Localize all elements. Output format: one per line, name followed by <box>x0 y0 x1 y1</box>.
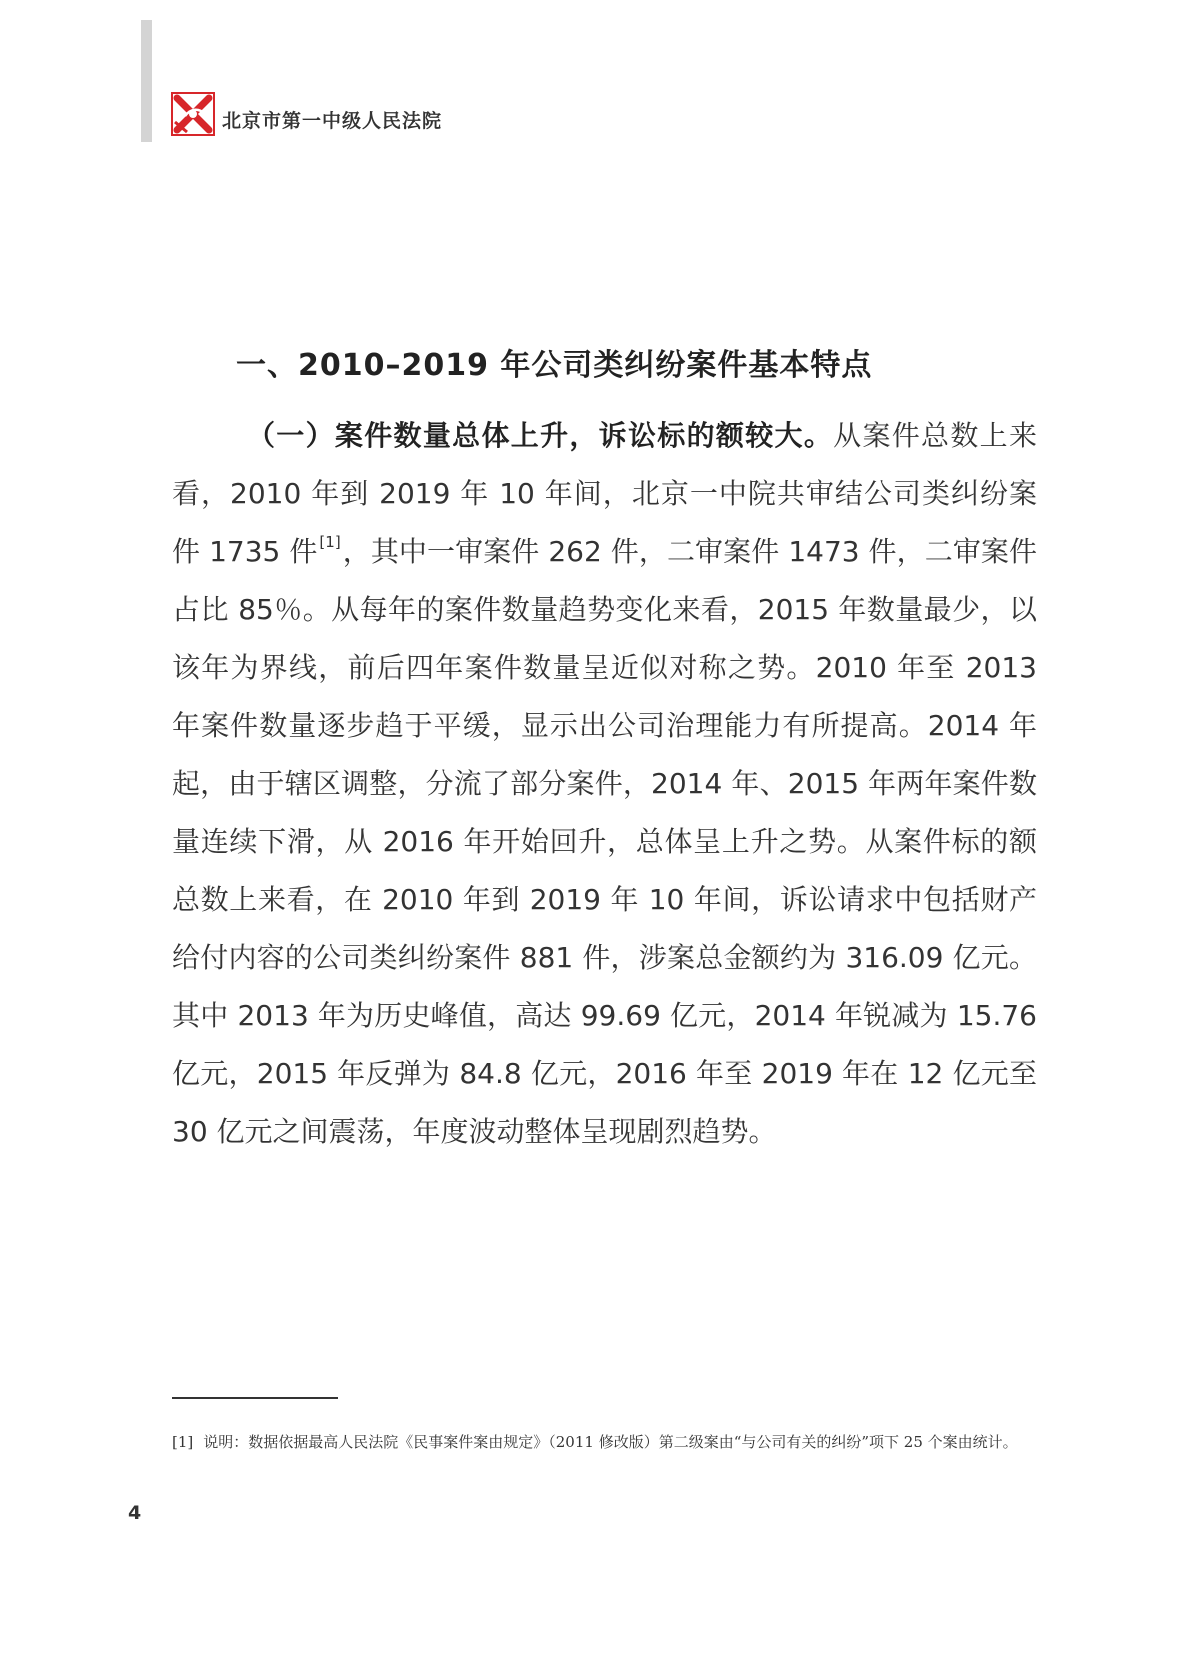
court-emblem-icon <box>171 92 215 136</box>
footnote-reference[interactable]: [1] <box>319 533 341 551</box>
section-title: 一、2010–2019 年公司类纠纷案件基本特点 <box>236 348 873 383</box>
footnote-divider <box>172 1397 338 1399</box>
footnote-marker: [1] <box>172 1433 194 1451</box>
court-name: 北京市第一中级人民法院 <box>222 110 443 132</box>
paragraph-text-part-2: ，其中一审案件 262 件，二审案件 1473 件，二审案件占比 85％。从每年的案件数量趋势变化来看，2015 年数量最少，以该年为界线，前后四年案件数量呈近似对称之势。2010 年至 2013 年案件数量逐步趋于平缓，显示出公司治理能力有所提高。2014 年起，由于辖区调整，分流了部分案件，2014 年、2015 年两年案件数量连续下滑，从 2016 年开始回升，总体呈上升之势。从案件标的额总数上来看，在 2010 年到 2019 年 10 年间，诉讼请求中包括财产给付内容的公司类纠纷案件 881 件，涉案总金额约为 316.09 亿元。其中 2013 年为历史峰值，高达 99.69 亿元，2014 年锐减为 15.76 亿元，2015 年反弹为 84.8 亿元，2016 年至 2019 年在 12 亿元至 30 亿元之间震荡，年度波动整体呈现剧烈趋势。 <box>172 535 1038 1148</box>
body-paragraph <box>172 407 1037 1161</box>
header-bar <box>141 20 152 142</box>
paragraph-text-part-1: 从案件总数上来看，2010 年到 2019 年 10 年间，北京一中院共审结公司类纠纷案件 1735 件 <box>172 419 1037 568</box>
page-number: 4 <box>128 1502 142 1524</box>
paragraph-lead: （一）案件数量总体上升，诉讼标的额较大。 <box>247 419 834 452</box>
footnote-text: 说明：数据依据最高人民法院《民事案件案由规定》（2011 修改版）第二级案由“与公司有关的纠纷”项下 25 个案由统计。 <box>203 1433 1018 1451</box>
footnote <box>172 1424 1037 1460</box>
